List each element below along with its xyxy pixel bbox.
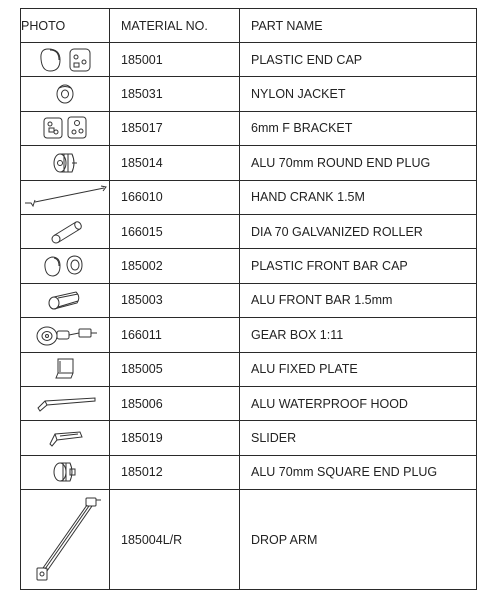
photo-cell [21, 490, 110, 590]
table-row [21, 386, 477, 420]
table-row [21, 352, 477, 386]
material-no: 166011 [110, 318, 240, 352]
part-name: HAND CRANK 1.5M [240, 180, 477, 214]
part-name: ALU FIXED PLATE [240, 352, 477, 386]
parts-table [20, 8, 477, 590]
part-name: ALU FRONT BAR 1.5mm [240, 283, 477, 317]
material-no: 185006 [110, 386, 240, 420]
slider-icon [30, 423, 100, 453]
material-no: 185002 [110, 249, 240, 283]
photo-cell [21, 249, 110, 283]
material-no: 185014 [110, 146, 240, 180]
table-row [21, 43, 477, 77]
table-header-row [21, 9, 477, 43]
table-row [21, 111, 477, 145]
material-no: 185001 [110, 43, 240, 77]
part-name: PLASTIC END CAP [240, 43, 477, 77]
table-row [21, 249, 477, 283]
photo-cell [21, 214, 110, 248]
material-no: 185017 [110, 111, 240, 145]
photo-cell [21, 318, 110, 352]
header-material-no: MATERIAL NO. [110, 9, 240, 43]
part-name: ALU 70mm SQUARE END PLUG [240, 455, 477, 489]
part-name: SLIDER [240, 421, 477, 455]
part-name: PLASTIC FRONT BAR CAP [240, 249, 477, 283]
material-no: 166010 [110, 180, 240, 214]
waterproof-hood-icon [25, 389, 105, 419]
photo-cell [21, 421, 110, 455]
roller-icon [30, 217, 100, 247]
material-no: 185005 [110, 352, 240, 386]
photo-cell [21, 111, 110, 145]
table-row [21, 77, 477, 111]
drop-arm-icon [23, 494, 107, 586]
photo-cell [21, 455, 110, 489]
hand-crank-icon [22, 182, 108, 212]
material-no: 166015 [110, 214, 240, 248]
end-cap-icon [30, 45, 100, 75]
header-part-name: PART NAME [240, 9, 477, 43]
photo-cell [21, 77, 110, 111]
photo-cell [21, 43, 110, 77]
part-name: DROP ARM [240, 490, 477, 590]
table-row [21, 421, 477, 455]
material-no: 185012 [110, 455, 240, 489]
part-name: DIA 70 GALVANIZED ROLLER [240, 214, 477, 248]
table-row [21, 318, 477, 352]
round-end-plug-icon [30, 148, 100, 178]
bracket-icon [30, 113, 100, 143]
material-no: 185019 [110, 421, 240, 455]
front-bar-cap-icon [30, 251, 100, 281]
part-name: 6mm F BRACKET [240, 111, 477, 145]
table-row [21, 455, 477, 489]
part-name: ALU 70mm ROUND END PLUG [240, 146, 477, 180]
table-row [21, 214, 477, 248]
material-no: 185031 [110, 77, 240, 111]
fixed-plate-icon [30, 354, 100, 384]
material-no: 185004L/R [110, 490, 240, 590]
table-row [21, 283, 477, 317]
part-name: NYLON JACKET [240, 77, 477, 111]
photo-cell [21, 386, 110, 420]
front-bar-icon [30, 285, 100, 315]
header-photo: PHOTO [21, 9, 110, 43]
part-name: ALU WATERPROOF HOOD [240, 386, 477, 420]
table-row [21, 146, 477, 180]
table-row [21, 490, 477, 590]
square-end-plug-icon [30, 457, 100, 487]
photo-cell [21, 352, 110, 386]
material-no: 185003 [110, 283, 240, 317]
table-row [21, 180, 477, 214]
part-name: GEAR BOX 1:11 [240, 318, 477, 352]
photo-cell [21, 283, 110, 317]
photo-cell [21, 180, 110, 214]
photo-cell [21, 146, 110, 180]
gear-box-icon [25, 320, 105, 350]
nylon-jacket-icon [30, 79, 100, 109]
